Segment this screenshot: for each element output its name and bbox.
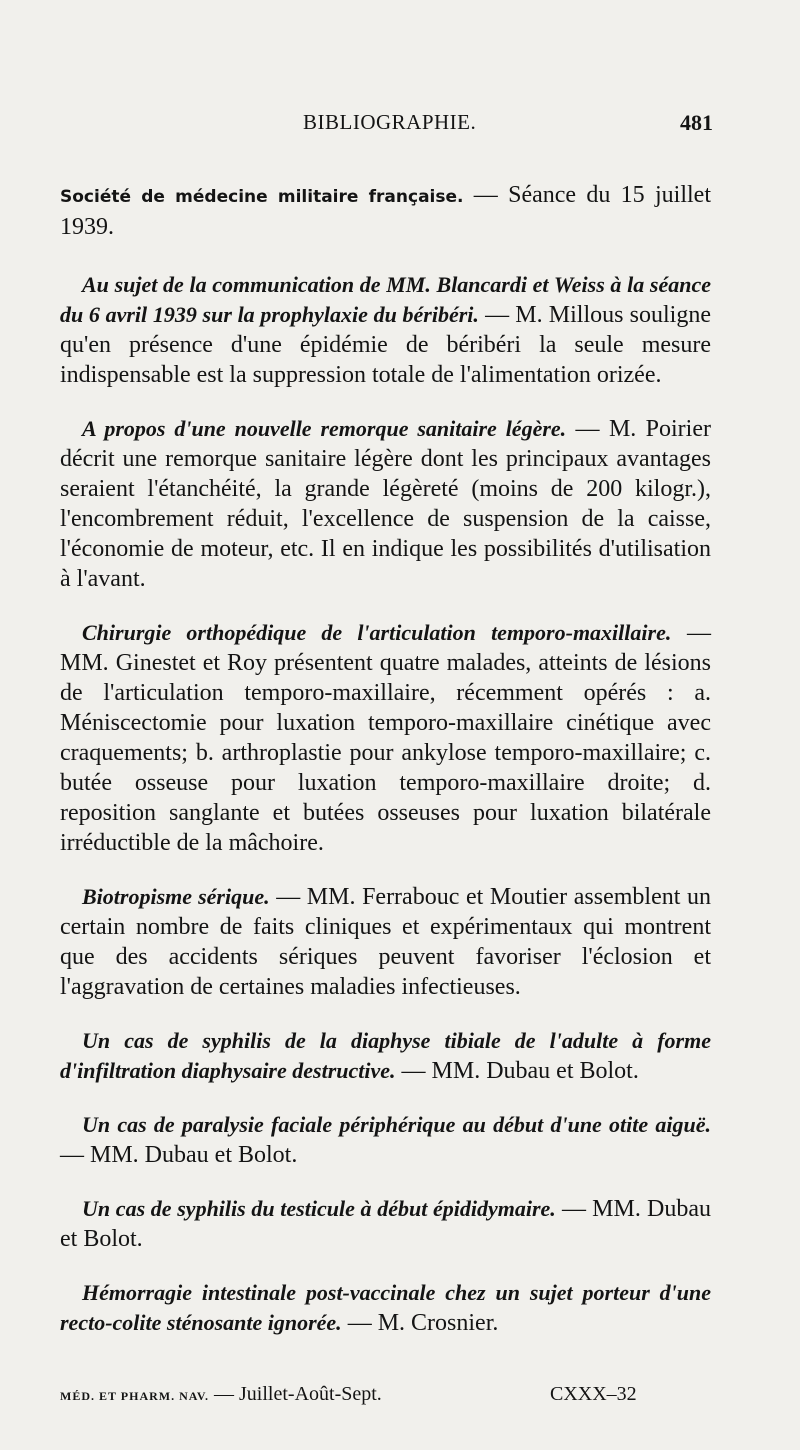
entry-body: — MM. Ginestet et Roy présentent quatre malades, atteints de lésions de l'articulation temporo-maxillaire, récemment opérés : a. Méniscectomie pour luxation temporo-maxillaire cinétique avec craquements; b. arthroplastie pour ankylose temporo-maxillaire; c. butée osseuse pour luxation temporo-maxillaire droite; d. reposition sanglante et butées osseuses pour luxation bilatérale irréductible de la mâchoire. — [60, 620, 712, 856]
entry — [60, 414, 711, 594]
entry-body: — MM. Dubau et Bolot. — [60, 1142, 298, 1168]
entry — [60, 882, 711, 1002]
entry-body: — M. Millous souligne qu'en présence d'une épidémie de béribéri la seule mesure indispensable est la suppression totale de l'alimentation orizée. — [60, 302, 711, 388]
entry-title: Biotropisme sérique. — [82, 884, 270, 909]
entry-title: Au sujet de la communication de MM. Blancardi et Weiss à la séance du 6 avril 1939 sur la prophylaxie du béribéri. — [60, 272, 711, 327]
entry — [60, 1278, 711, 1338]
signature-mark: CXXX–32 — [550, 1383, 637, 1405]
issue-period: — Juillet-Août-Sept. — [209, 1383, 382, 1405]
entry — [60, 1026, 711, 1086]
entry — [60, 270, 711, 390]
entry-body: — M. Poirier décrit une remorque sanitaire légère dont les principaux avantages seraient l'étanchéité, la grande légèreté (moins de 200 kilogr.), l'encombrement réduit, l'excellence de suspension de la caisse, l'économie de moteur, etc. Il en indique les possibilités d'utilisation à l'avant. — [60, 416, 711, 592]
entry-title: Hémorragie intestinale post-vaccinale chez un sujet porteur d'une recto-colite sténosante ignorée. — [60, 1280, 711, 1335]
journal-abbreviation: MÉD. ET PHARM. NAV. — [60, 1389, 210, 1403]
running-title: BIBLIOGRAPHIE. — [303, 110, 477, 134]
entry-title: Un cas de syphilis de la diaphyse tibiale de l'adulte à forme d'infiltration diaphysaire destructive. — [60, 1028, 711, 1083]
entry — [60, 1110, 711, 1170]
entry-body: — MM. Ferrabouc et Moutier assemblent un certain nombre de faits cliniques et expérimentaux qui montrent que des accidents sériques peuvent favoriser l'éclosion et l'aggravation de certaines maladies infectieuses. — [60, 884, 712, 1000]
entry — [60, 618, 711, 858]
page-number: 481 — [680, 110, 713, 135]
page-footer — [60, 1383, 720, 1406]
entry-body: — MM. Dubau et Bolot. — [60, 1196, 711, 1252]
page-header — [0, 110, 800, 144]
entry — [60, 1194, 711, 1254]
page-body — [60, 180, 711, 1362]
session-heading — [60, 180, 711, 242]
entry-body: — MM. Dubau et Bolot. — [395, 1058, 639, 1084]
entry-title: Un cas de syphilis du testicule à début épididymaire. — [82, 1196, 556, 1221]
entry-title: Chirurgie orthopédique de l'articulation temporo-maxillaire. — [82, 620, 672, 645]
session-date: — Séance du 15 juillet 1939. — [60, 182, 711, 240]
entry-title: A propos d'une nouvelle remorque sanitaire légère. — [82, 416, 567, 441]
entry-title: Un cas de paralysie faciale périphérique au début d'une otite aiguë. — [82, 1112, 711, 1137]
society-name: Société de médecine militaire française. — [60, 187, 464, 207]
entry-body: — M. Crosnier. — [341, 1310, 499, 1336]
